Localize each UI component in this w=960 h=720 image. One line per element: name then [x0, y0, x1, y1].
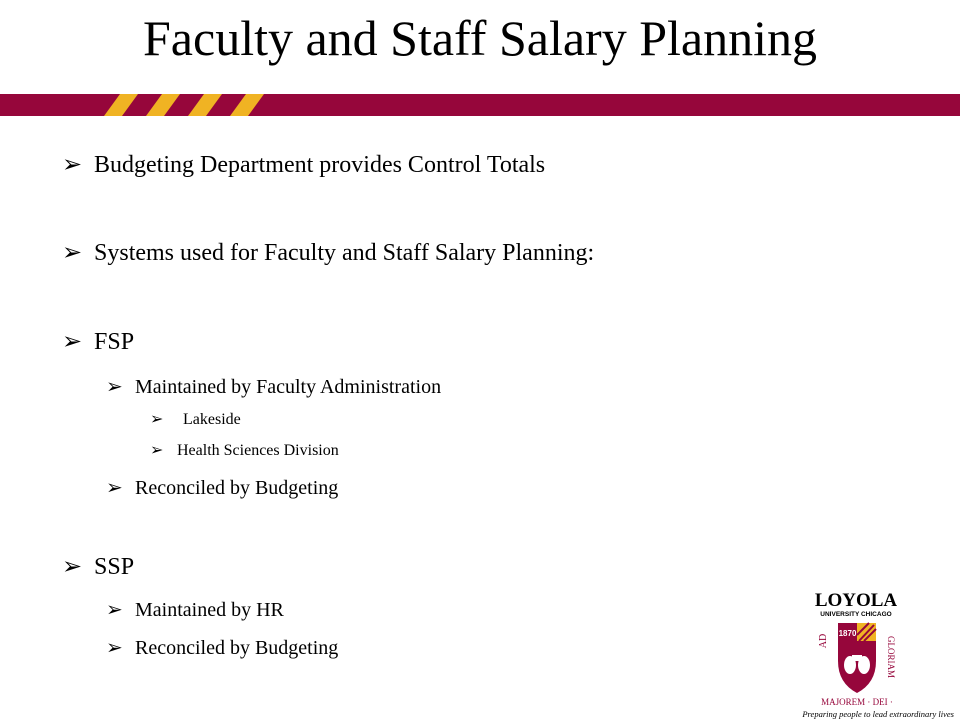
arrow-right-icon: ➢ [150, 411, 164, 428]
list-item: ➢ FSP [62, 329, 135, 355]
list-item: ➢ Health Sciences Division [150, 440, 339, 462]
list-item: ➢ SSP [62, 554, 135, 580]
list-item: ➢ Lakeside [150, 409, 241, 431]
list-item: ➢ Maintained by Faculty Administration [106, 376, 442, 398]
logo-motto-middle: MAJOREM · DEI · [821, 697, 893, 707]
arrow-right-icon: ➢ [106, 599, 123, 621]
logo-year: 1870 [838, 629, 857, 638]
list-item: ➢ Maintained by HR [106, 599, 284, 621]
list-item: ➢ Budgeting Department provides Control Totals [62, 152, 546, 178]
logo-tagline: Preparing people to lead extraordinary lives [802, 709, 954, 719]
arrow-right-icon: ➢ [62, 554, 83, 580]
logo-motto-left: AD [818, 633, 829, 649]
arrow-right-icon: ➢ [62, 152, 83, 178]
list-item: ➢ Reconciled by Budgeting [106, 477, 339, 499]
arrow-right-icon: ➢ [106, 376, 123, 398]
arrow-right-icon: ➢ [106, 477, 123, 499]
list-item: ➢ Systems used for Faculty and Staff Salary Planning: [62, 240, 595, 266]
arrow-right-icon: ➢ [150, 442, 164, 459]
list-item: ➢ Reconciled by Budgeting [106, 637, 339, 659]
logo-subtitle: UNIVERSITY CHICAGO [820, 611, 892, 618]
loyola-logo [780, 585, 960, 720]
arrow-right-icon: ➢ [106, 637, 123, 659]
logo-wordmark: LOYOLA [814, 590, 898, 611]
arrow-right-icon: ➢ [62, 329, 83, 355]
logo-motto-right: GLORIAM [886, 636, 896, 678]
slide-title: Faculty and Staff Salary Planning [143, 10, 817, 66]
arrow-right-icon: ➢ [62, 240, 83, 266]
